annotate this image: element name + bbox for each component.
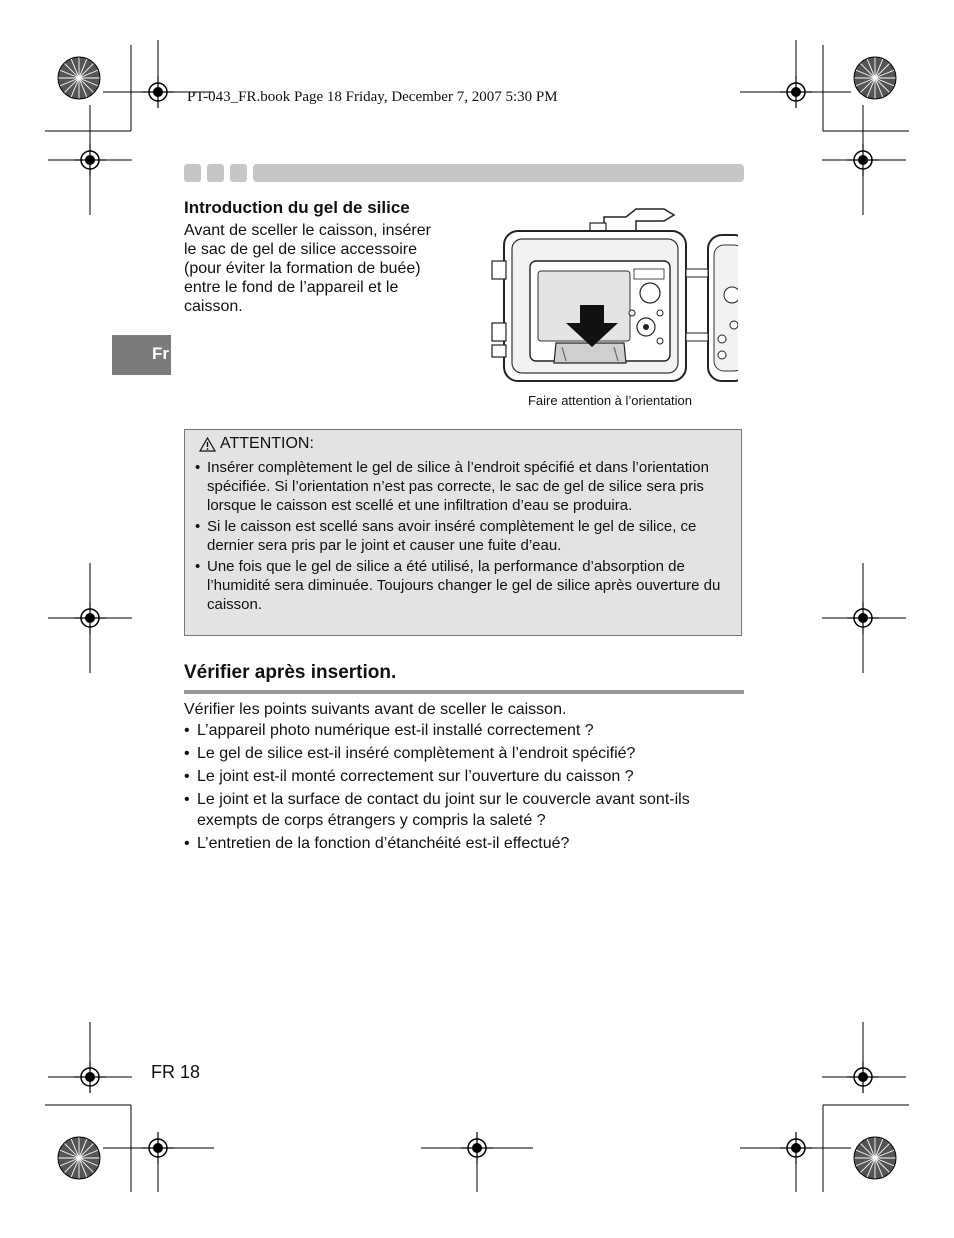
verify-list: [184, 720, 744, 856]
verify-item-text: Le joint est-il monté correctement sur l’ouverture du caisson ?: [197, 768, 634, 785]
verify-item-text: Le joint et la surface de contact du joint sur le couvercle avant sont-ils exempts de corps étrangers y compris la saleté ?: [197, 791, 690, 829]
section-square: [184, 164, 201, 182]
verify-item: • L’entretien de la fonction d’étanchéité est-il effectué?: [184, 835, 570, 852]
verify-intro: Vérifier les points suivants avant de sceller le caisson.: [184, 701, 567, 718]
attention-list: [193, 458, 733, 616]
attention-item: • Insérer complètement le gel de silice à l’endroit spécifié et dans l’orientation spécifiée. Si l’orientation n’est pas correcte, le sac de gel de silice sera pris lorsque le caisson est scellé et une infiltration d’eau se produira.: [195, 459, 709, 514]
section-square: [230, 164, 247, 182]
sunburst-target-icon: [58, 57, 100, 99]
intro-line: entre le fond de l’appareil et le: [184, 279, 399, 296]
figure-caption: Faire attention à l’orientation: [527, 393, 693, 408]
page-number: FR 18: [151, 1062, 201, 1082]
verify-item-text: L’appareil photo numérique est-il installé correctement ?: [197, 722, 594, 739]
section-title-bar: [253, 164, 744, 182]
verify-item: • L’appareil photo numérique est-il installé correctement ?: [184, 722, 594, 739]
intro-line: Avant de sceller le caisson, insérer: [184, 222, 431, 239]
housing-illustration: [486, 205, 738, 385]
verify-heading: Vérifier après insertion.: [184, 662, 397, 683]
attention-heading: [199, 435, 314, 453]
warning-triangle-icon: [199, 437, 216, 452]
intro-line: caisson.: [184, 298, 243, 315]
verify-item: • Le joint est-il monté correctement sur l’ouverture du caisson ?: [184, 768, 634, 785]
heading-rule: [184, 690, 744, 694]
intro-line: le sac de gel de silice accessoire: [184, 241, 418, 258]
attention-title: ATTENTION:: [220, 435, 314, 452]
sunburst-target-icon: [58, 1137, 100, 1179]
language-tab-label: Fr: [152, 344, 169, 363]
intro-body: [184, 221, 469, 316]
attention-item-text: Insérer complètement le gel de silice à l’endroit spécifié et dans l’orientation spécifiée. Si l’orientation n’est pas correcte, le sac de gel de silice sera pris lorsque le caisson est scellé et une infiltration d’eau se produira.: [207, 459, 709, 514]
print-header: PT-043_FR.book Page 18 Friday, December 7, 2007 5:30 PM: [187, 89, 558, 105]
intro-line: (pour éviter la formation de buée): [184, 260, 421, 277]
section-square: [207, 164, 224, 182]
verify-item: • Le joint et la surface de contact du joint sur le couvercle avant sont-ils exempts de corps étrangers y compris la saleté ?: [184, 791, 690, 829]
attention-item-text: Si le caisson est scellé sans avoir inséré complètement le gel de silice, ce dernier sera pris par le joint et causer une fuite d’eau.: [207, 518, 697, 554]
verify-item: • Le gel de silice est-il inséré complètement à l’endroit spécifié?: [184, 745, 636, 762]
language-tab: [112, 335, 171, 375]
verify-item-text: L’entretien de la fonction d’étanchéité est-il effectué?: [197, 835, 570, 852]
intro-title: Introduction du gel de silice: [184, 198, 410, 217]
sunburst-target-icon: [854, 57, 896, 99]
section-bar: [184, 164, 744, 182]
attention-item-text: Une fois que le gel de silice a été utilisé, la performance d’absorption de l’humidité sera diminuée. Toujours changer le gel de silice après ouverture du caisson.: [207, 558, 721, 613]
verify-item-text: Le gel de silice est-il inséré complètement à l’endroit spécifié?: [197, 745, 636, 762]
attention-box: [184, 429, 742, 636]
attention-item: • Une fois que le gel de silice a été utilisé, la performance d’absorption de l’humidité sera diminuée. Toujours changer le gel de silice après ouverture du caisson.: [195, 558, 721, 613]
attention-item: • Si le caisson est scellé sans avoir inséré complètement le gel de silice, ce dernier sera pris par le joint et causer une fuite d’eau.: [195, 518, 697, 554]
sunburst-target-icon: [854, 1137, 896, 1179]
